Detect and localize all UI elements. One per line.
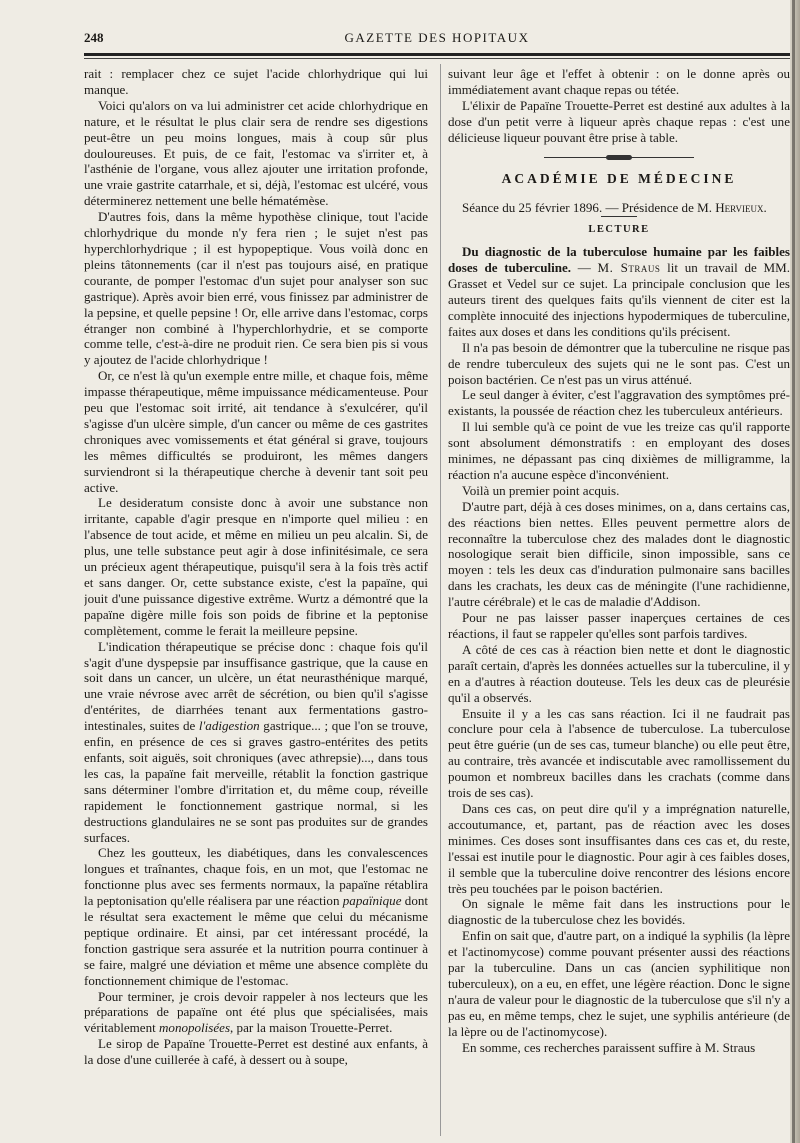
right-column (448, 66, 790, 1134)
article-lead (448, 244, 790, 339)
paragraph: Pour ne pas laisser passer inaperçues certaines de ces réactions, il faut se rappeler qu'elles sont parfois tardives. (448, 610, 790, 641)
left-column (84, 66, 428, 1134)
italic-term: papaïnique (342, 893, 402, 909)
paragraph: Il lui semble qu'à ce point de vue les treize cas qu'il rapporte sont absolument démonstratifs : en employant des doses minimes, ne dépassant pas cinq dixièmes de milligramme, la réaction n'a aucune espèce d'inconvénient. (448, 419, 790, 482)
text-run: dont le résultat sera exactement le même que celui du mécanisme peptique ordinaire. Et ainsi, par cet intéressant procédé, la fonction gastrique sera assurée et la nutrition pourra continuer à se faire, malgré une déviation et même une absence complète du fonctionnement chimique de l'estomac. (84, 893, 428, 988)
subsection-title: LECTURE (588, 224, 650, 236)
paragraph: En somme, ces recherches paraissent suffire à M. Straus (462, 1039, 756, 1055)
article-author: M. Straus (597, 260, 661, 276)
text-run: — (571, 260, 598, 276)
paragraph (84, 639, 428, 846)
text-run: Pour terminer, je crois devoir rappeler à nos lecteurs que les préparations de papaïne ont été plus que spécialisées, mais véritablement (84, 988, 428, 1036)
paragraph: Dans ces cas, on peut dire qu'il y a imprégnation naturelle, accoutumance, et, partant, pas de réaction avec les doses minimes. Ces doses sont insuffisantes dans ces cas et, du reste, l'essai est inutile pour le diagnostic. Pour agir à ces faibles doses, il semble que la tuberculine doive rencontrer des lésions encore très peu touchées par le poison bactérien. (448, 800, 790, 896)
header-rule-thick (84, 53, 790, 56)
paragraph (84, 845, 428, 988)
section-title: ACADÉMIE DE MÉDECINE (501, 170, 737, 186)
paragraph: D'autre part, déjà à ces doses minimes, on a, dans certains cas, des réactions bien nettes. Elles peuvent permettre alors de reconnaître la tuberculose chez des malades dont le diagnostic nosologique serait bien difficile, sinon impossible, sans ce moyen : tels les deux cas d'induration pulmonaire sans bacilles dans les crachats, les deux cas de méningite (l'une rachidienne, l'autre cérébrale) et le cas de maladie d'Addison. (448, 498, 790, 610)
paragraph: On signale le même fait dans les instructions pour le diagnostic de la tuberculose chez les bovidés. (448, 896, 790, 928)
italic-term: monopolisées (159, 1020, 231, 1036)
paragraph: Ensuite il y a les cas sans réaction. Ici il ne faudrait pas conclure pour cela à l'absence de tuberculose. La tuberculose peut être guérie (un de ses cas, tumeur blanche) ou elle peut être, au contraire, très avancée et indiscutable avec ramollissement du poumon et nombreux bacilles dans les crachats (comme dans trois de ses cas). (448, 705, 790, 801)
sitting-line (448, 200, 790, 216)
president-name: Hervieux (715, 200, 764, 216)
text-run: gastrique... ; que l'on se trouve, enfin, en présence de ces si graves gastro-entérites des petits enfants, soit aiguës, soit chroniques (avec athrepsie)..., dans tous les cas, la papaïne fait merveille, rétablit la fonction gastrique sans déterminer l'ombre d'irritation et, du même coup, réveille rapidement le fonctionnement gastrique normal, si les destructions glandulaires ne se sont pas produites sur de grandes surfaces. (84, 718, 428, 845)
paragraph: Il n'a pas besoin de démontrer que la tuberculine ne risque pas de rendre tuberculeux des sujets qui ne le sont pas. C'est un poison bactérien. Ce n'est pas un virus atténué. (448, 339, 790, 387)
paragraph (84, 989, 428, 1037)
paragraph: Voilà un premier point acquis. (462, 482, 620, 498)
text-run: , par la maison Trouette-Perret. (230, 1020, 393, 1036)
page-binding-edge (790, 0, 800, 1143)
text-run: L'indication thérapeutique se précise donc : chaque fois qu'il s'agit d'une dyspepsie par insuffisance gastrique, que la cause en soit dans un cancer, un ulcère, un état neurasthénique marqué, une vraie névrose avec arrêt de sécrétion, ou bien qu'il s'agisse d'entérites, de diarrhées tenant aux fermentations gastro-intestinales, suites de (84, 638, 428, 734)
section-ornament (544, 155, 694, 161)
paragraph: Le desideratum consiste donc à avoir une substance non irritante, capable d'agir presque en n'importe quel milieu : en l'absence de tout acide, et même en milieu un peu alcalin. Si, de plus, une telle substance peut agir à dose infinitésimale, ce sera un précieux agent thérapeutique, puisqu'il sera à la fois très actif et sans danger. Or, cette substance existe, c'est la papaïne, qui jouit d'une puissance digestive extrême. Wurtz a démontré que la papaïne digère mille fois son poids de fibrine et la peptonise complètement, comme le ferait la meilleure pepsine. (84, 495, 428, 638)
paragraph: Enfin on sait que, d'autre part, on a indiqué la syphilis (la lèpre et l'actinomycose) comme pouvant présenter aussi des réactions par la tuberculine. Dans un cas (ancien syphilitique non tuberculeux), on a eu, en effet, une légère réaction. Donc le signe n'aura de valeur pour le diagnostic de la tuberculose que s'il n'y a pas eu, en même temps, chez le sujet, une syphilis antérieure (de la lèpre ou de l'actinomycose). (448, 928, 790, 1039)
text-run: . (763, 200, 767, 216)
paragraph: Voici qu'alors on va lui administrer cet acide chlorhydrique en nature, et le résultat le plus clair sera de rendre ses digestions peut-être un peu moins longues, mais à coup sûr plus douloureuses. Et puis, de ce fait, l'estomac va s'irriter et, à l'asthénie de l'organe, vous allez ajouter une irritation profonde, une vraie gastrite catarrhale, et si, déjà, l'estomac est ulcéré, vous déterminerez nettement une belle hématémèse. (84, 97, 428, 209)
page-number: 248 (84, 30, 104, 45)
paragraph: suivant leur âge et l'effet à obtenir : on le donne après ou immédiatement avant chaque repas ou tétée. (448, 66, 790, 97)
text-run: Chez les goutteux, les diabétiques, dans les convalescences longues et traînantes, chaque fois, en un mot, que l'estomac ne fonctionne plus avec ses ferments normaux, la papaïne rétablira la peptonisation qu'elle réalisera par une réaction (84, 845, 428, 909)
paragraph: A côté de ces cas à réaction bien nette et dont le diagnostic paraît certain, d'après les données actuelles sur la tuberculine, il y en a d'autres à réaction douteuse. Tels les deux cas de pleurésie qu'il a observés. (448, 641, 790, 705)
column-divider (440, 64, 441, 1136)
paragraph: Or, ce n'est là qu'un exemple entre mille, et chaque fois, même impasse thérapeutique, même impuissance médicamenteuse. Pour peu que l'estomac soit irrité, ait tendance à s'exulcérer, qu'il s'agisse d'un ulcère simple, d'un cancer ou même de ces gastrites chroniques avec vomissements et état général si grave, toujours les mêmes difficultés se produiront, les mêmes dangers surviendront si la thérapeutique cherche à devenir tant soit peu active. (84, 368, 428, 495)
text-run: Séance du 25 février 1896. — Présidence de M. (462, 200, 716, 216)
paragraph: D'autres fois, dans la même hypothèse clinique, tout l'acide chlorhydrique du monde n'y fera rien ; le sujet n'est pas hyperchlorhydrique ; il est hypopeptique. Vous voilà donc en pleins tâtonnements (car il n'est pas toujours aisé, en pratique courante, de pomper l'estomac d'un sujet pour analyser son suc gastrique). Après avoir bien erré, vous finissez par administrer de la pepsine, et quelle pepsine ! Or, elle arrive dans l'estomac, corps étranger non combiné à l'hyperchlorhydrie, et se comporte comme telle, c'est-à-dire ne produit rien. Ce sera bien pis si vous y ajoutez de l'acide chlorhydrique ! (84, 209, 428, 368)
subtitle-rule (601, 216, 637, 217)
journal-title: GAZETTE DES HOPITAUX (344, 30, 530, 45)
header-rule-thin (84, 58, 790, 59)
article-title: Du diagnostic de la tuberculose humaine par les faibles doses de tuberculine. (448, 244, 790, 276)
text-run: lit un travail de MM. Grasset et Vedel sur ce sujet. La principale conclusion que les auteurs tirent des quelques faits qu'ils viennent de citer est la complète innocuité des injections hypodermiques de tuberculine, faites aux doses et dans les conditions qu'ils précisent. (448, 260, 790, 339)
paragraph: rait : remplacer chez ce sujet l'acide chlorhydrique qui lui manque. (84, 66, 428, 97)
italic-term: l'adigestion (198, 718, 260, 734)
paragraph: Le sirop de Papaïne Trouette-Perret est destiné aux enfants, à la dose d'une cuillerée à café, à dessert ou à soupe, (84, 1036, 428, 1068)
paragraph: L'élixir de Papaïne Trouette-Perret est destiné aux adultes à la dose d'un petit verre à liqueur après chaque repas : c'est une délicieuse liqueur pouvant être prise à table. (448, 97, 790, 145)
paragraph: Le seul danger à éviter, c'est l'aggravation des symptômes pré-existants, la poussée de réaction chez les tuberculeux antérieurs. (448, 387, 790, 419)
page-header (84, 28, 790, 50)
